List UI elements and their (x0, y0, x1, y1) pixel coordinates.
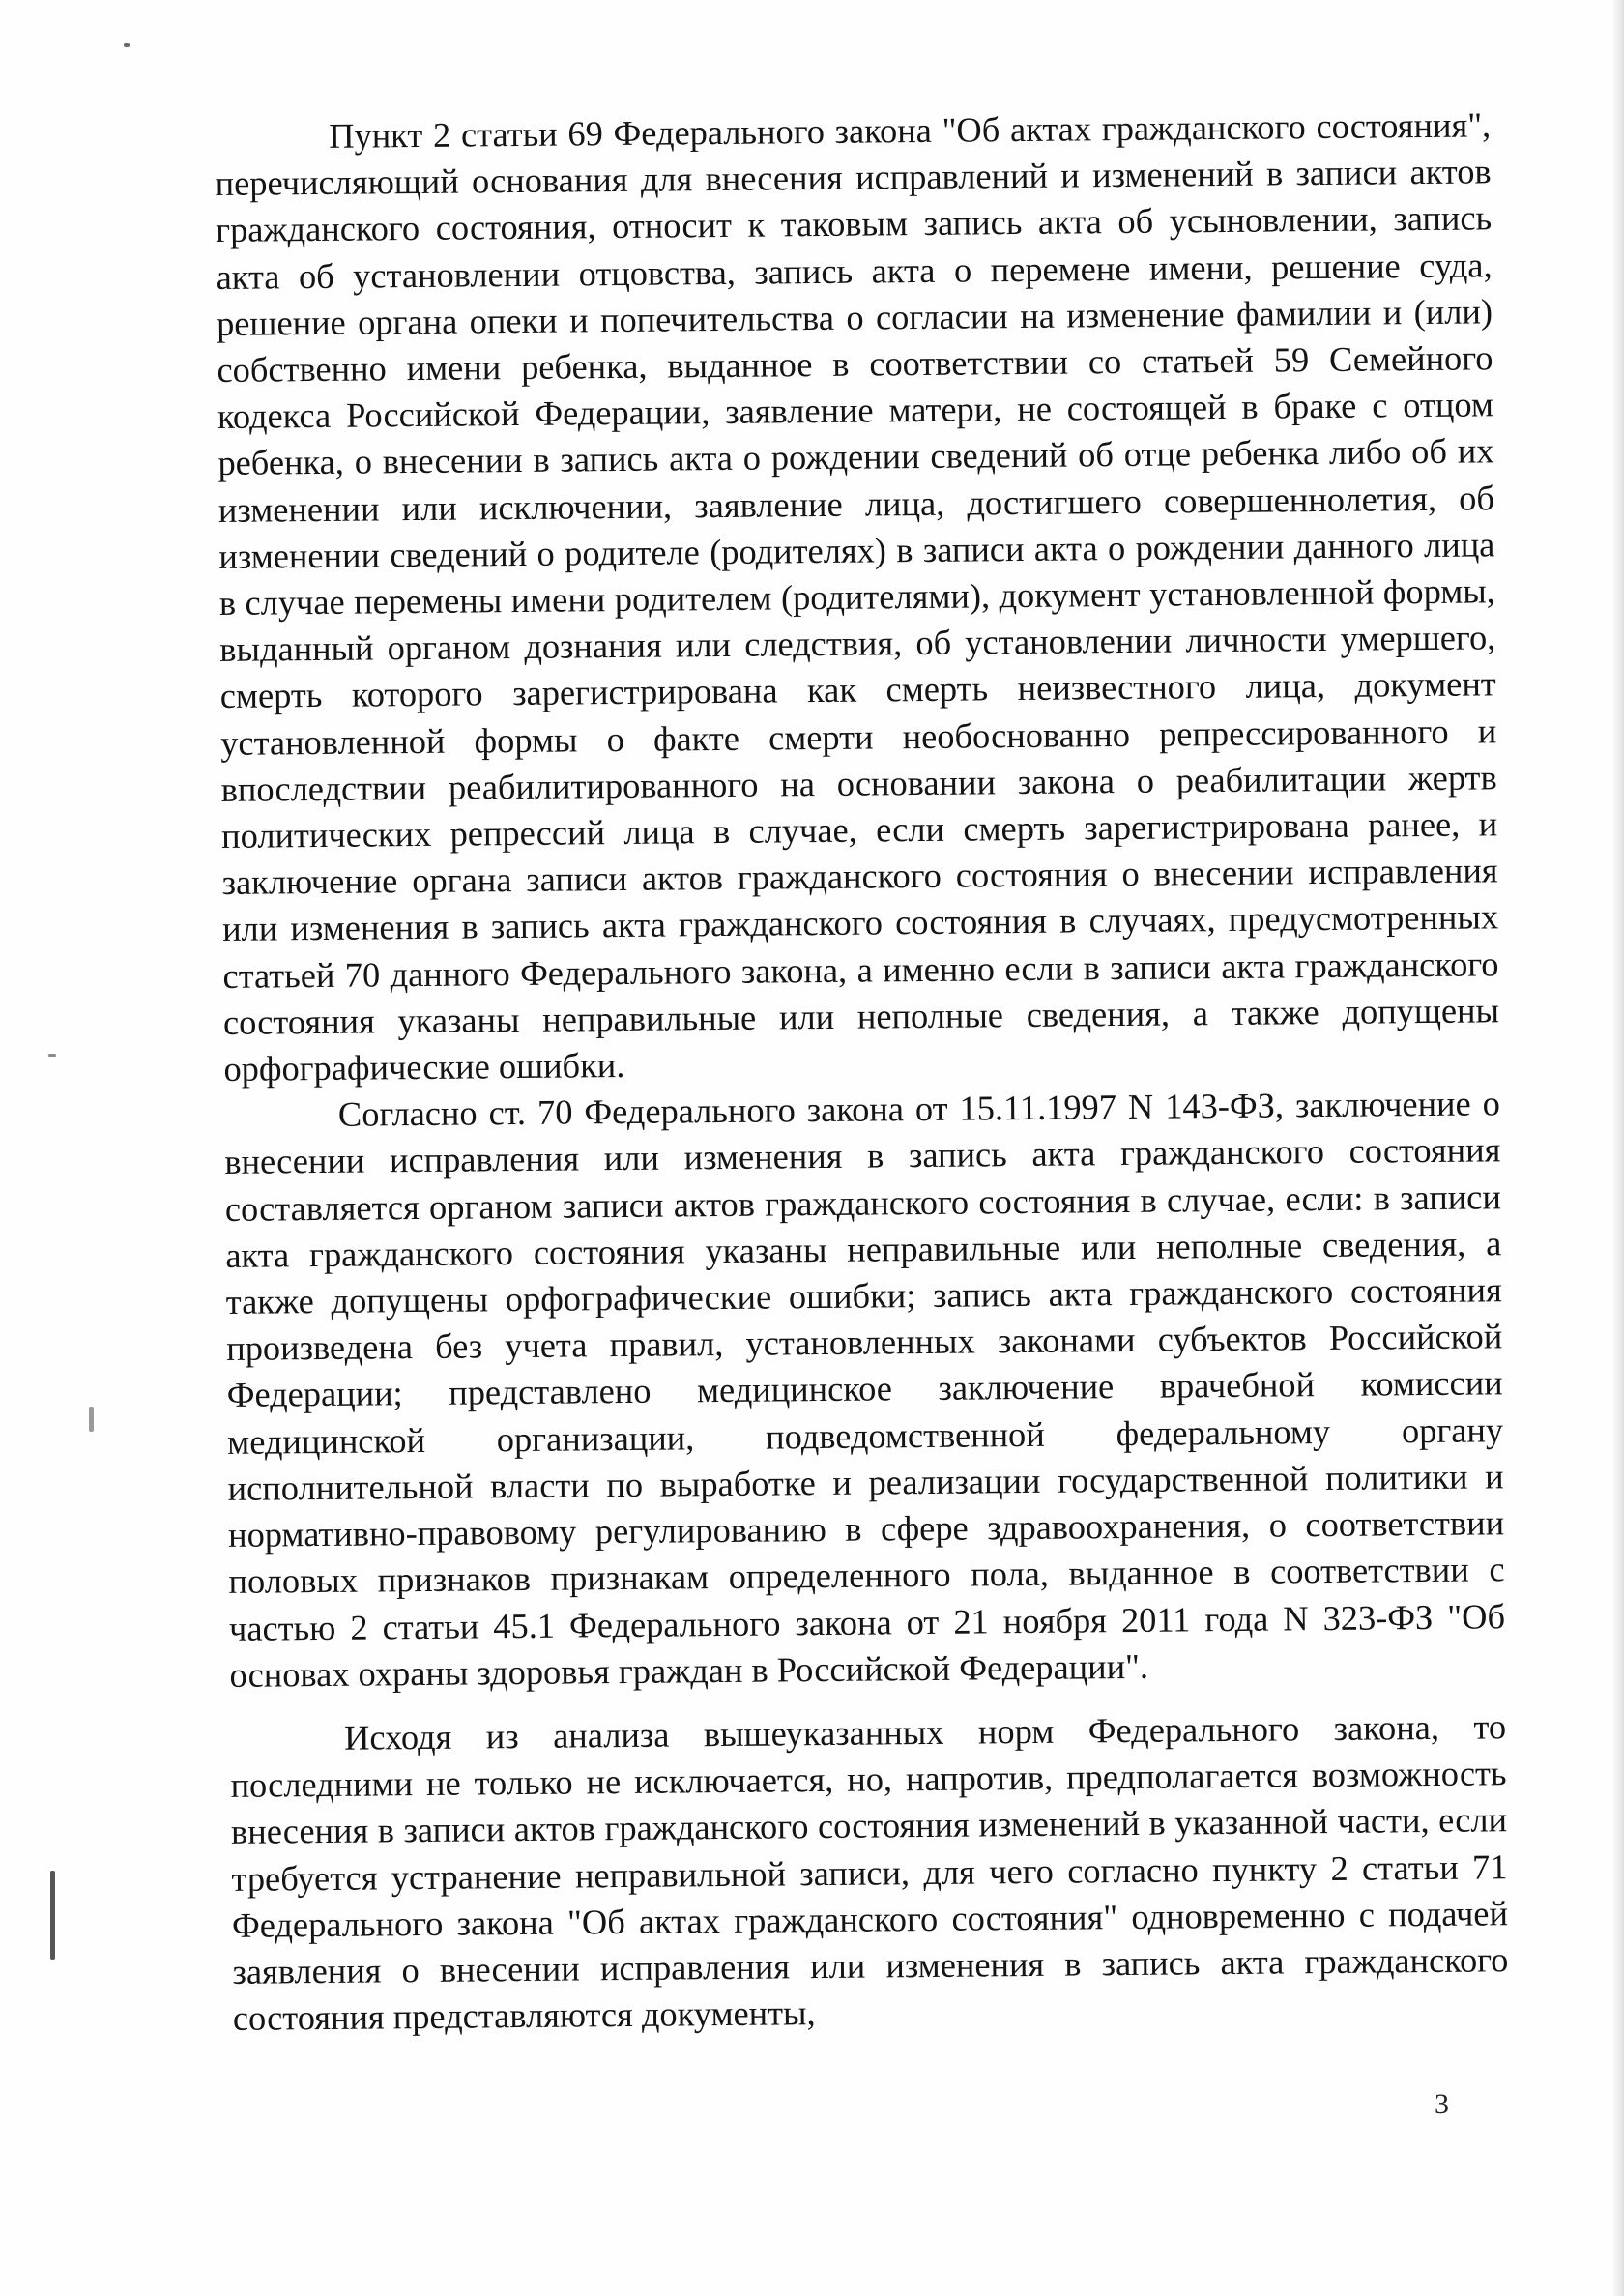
scan-speck (124, 43, 130, 47)
binder-mark (50, 1871, 55, 1960)
page-number: 3 (1435, 2088, 1449, 2120)
document-body (215, 102, 1509, 2042)
paragraph-1: Пункт 2 статьи 69 Федерального закона "Об актах гражданского состояния", перечисляющий основания для внесения исправлений и изменений в записи актов гражданского состояния, относит к таковым запись акта об усыновлении, запись акта об установлении отцовства, запись акта о перемене имени, решение суда, решение органа опеки и попечительства о согласии на изменение фамилии и (или) собственно имени ребенка, выданное в соответствии со статьей 59 Семейного кодекса Российской Федерации, заявление матери, не состоящей в браке с отцом ребенка, о внесении в запись акта о рождении сведений об отце ребенка либо об их изменении или исключении, заявление лица, достигшего совершеннолетия, об изменении сведений о родителе (родителях) в записи акта о рождении данного лица в случае перемены имени родителем (родителями), документ установленной формы, выданный органом дознания или следствия, об установлении личности умершего, смерть которого зарегистрирована как смерть неизвестного лица, документ установленной формы о факте смерти необоснованно репрессированного и впоследствии реабилитированного на основании закона о реабилитации жертв политических репрессий лица в случае, если смерть зарегистрирована ранее, и заключение органа записи актов гражданского состояния о внесении исправления или изменения в запись акта гражданского состояния в случаях, предусмотренных статьей 70 данного Федерального закона, а именно если в записи акта гражданского состояния указаны неправильные или неполные сведения, а также допущены орфографические ошибки. (215, 105, 1500, 1090)
page-edge-shadow (1610, 0, 1624, 2296)
paragraph-2: Согласно ст. 70 Федерального закона от 15.11.1997 N 143-ФЗ, заключение о внесении исправления или изменения в запись акта гражданского состояния составляется органом записи актов гражданского состояния в случае, если: в записи акта гражданского состояния указаны неправильные или неполные сведения, а также допущены орфографические ошибки; запись акта гражданского состояния произведена без учета правил, установленных законами субъектов Российской Федерации; представлено медицинское заключение врачебной комиссии медицинской организации, подведомственной федеральному органу исполнительной власти по выработке и реализации государственной политики и нормативно-правовому регулированию в сфере здравоохранения, о соответствии половых признаков признакам определенного пола, выданное в соответствии с частью 2 статьи 45.1 Федерального закона от 21 ноября 2011 года N 323-ФЗ "Об основах охраны здоровья граждан в Российской Федерации". (224, 1084, 1506, 1695)
scan-speck (89, 1407, 94, 1432)
paragraph-3: Исходя из анализа вышеуказанных норм Федерального закона, то последними не только не исключается, но, напротив, предполагается возможность внесения в записи актов гражданского состояния изменений в указанной части, если требуется устранение неправильной записи, для чего согласно пункту 2 статьи 71 Федерального закона "Об актах гражданского состояния" одновременно с подачей заявления о внесении исправления или изменения в запись акта гражданского состояния представляются документы, (230, 1707, 1509, 2039)
scan-speck (48, 1054, 56, 1057)
